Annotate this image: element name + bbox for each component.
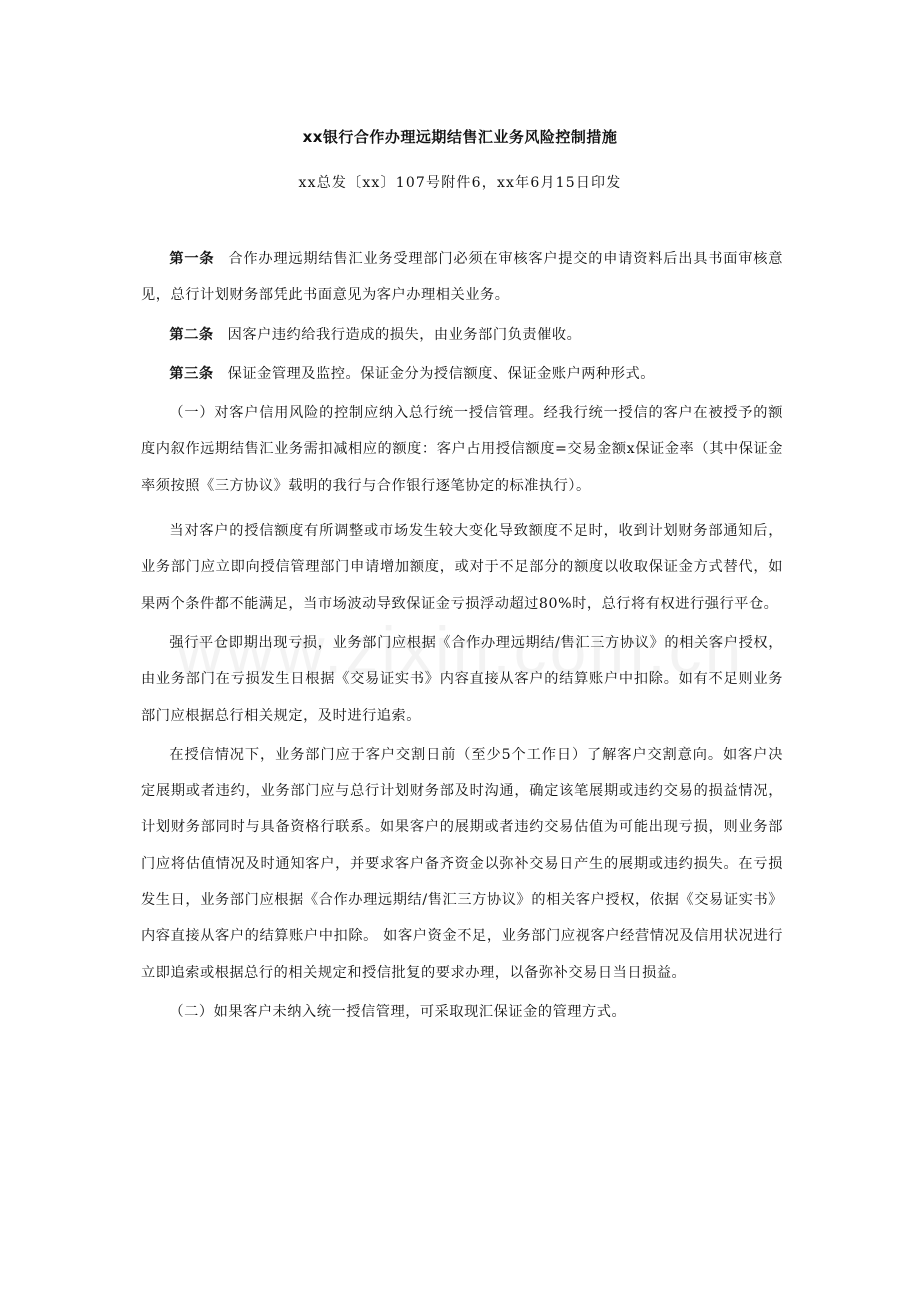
article-text: 合作办理远期结售汇业务受理部门必须在审核客户提交的申请资料后出具书面审核意见，总行计划财务部凭此书面意见为客户办理相关业务。: [141, 251, 783, 304]
article-2: [141, 317, 783, 353]
paragraph: 在授信情况下，业务部门应于客户交割日前（至少5个工作日）了解客户交割意向。如客户决定展期或者违约，业务部门应与总行计划财务部及时沟通，确定该笔展期或违约交易的损益情况，计划财务部同时与具备资格行联系。如果客户的展期或者违约交易估值为可能出现亏损，则业务部门应将估值情况及时通知客户，并要求客户备齐资金以弥补交易日产生的展期或违约损失。在亏损发生日，业务部门应根据《合作办理远期结/售汇三方协议》的相关客户授权，依据《交易证实书》内容直接从客户的结算账户中扣除。 如客户资金不足，业务部门应视客户经营情况及信用状况进行立即追索或根据总行的相关规定和授信批复的要求办理，以备弥补交易日当日损益。: [141, 746, 783, 981]
paragraph: （二）如果客户未纳入统一授信管理，可采取现汇保证金的管理方式。: [169, 1003, 627, 1020]
document-title: xx银行合作办理远期结售汇业务风险控制措施: [302, 128, 618, 146]
document-subtitle: xx总发〔xx〕107号附件6，xx年6月15日印发: [298, 175, 622, 191]
article-text: 因客户违约给我行造成的损失，由业务部门负责催收。: [227, 326, 582, 343]
article-text: 保证金管理及监控。保证金分为授信额度、保证金账户两种形式。: [227, 365, 655, 382]
paragraph: 当对客户的授信额度有所调整或市场发生较大变化导致额度不足时，收到计划财务部通知后，业务部门应立即向授信管理部门申请增加额度，或对于不足部分的额度以收取保证金方式替代，如果两个条件都不能满足，当市场波动导致保证金亏损浮动超过80%时，总行将有权进行强行平仓。: [141, 523, 783, 612]
article-1: [141, 241, 783, 314]
article-label: 第一条: [169, 251, 215, 267]
article-label: 第三条: [169, 365, 214, 382]
document-body: [141, 241, 783, 1030]
article-label: 第二条: [169, 326, 214, 343]
paragraph: 强行平仓即期出现亏损，业务部门应根据《合作办理远期结/售汇三方协议》的相关客户授权，由业务部门在亏损发生日根据《交易证实书》内容直接从客户的结算账户中扣除。如有不足则业务部门应根据总行相关规定，及时进行追索。: [141, 634, 783, 724]
article-3: [141, 356, 783, 392]
paragraph: （一）对客户信用风险的控制应纳入总行统一授信管理。经我行统一授信的客户在被授予的额度内叙作远期结售汇业务需扣减相应的额度：客户占用授信额度=交易金额x保证金率（其中保证金率须按照《三方协议》载明的我行与合作银行逐笔协定的标准执行）。: [141, 405, 783, 494]
